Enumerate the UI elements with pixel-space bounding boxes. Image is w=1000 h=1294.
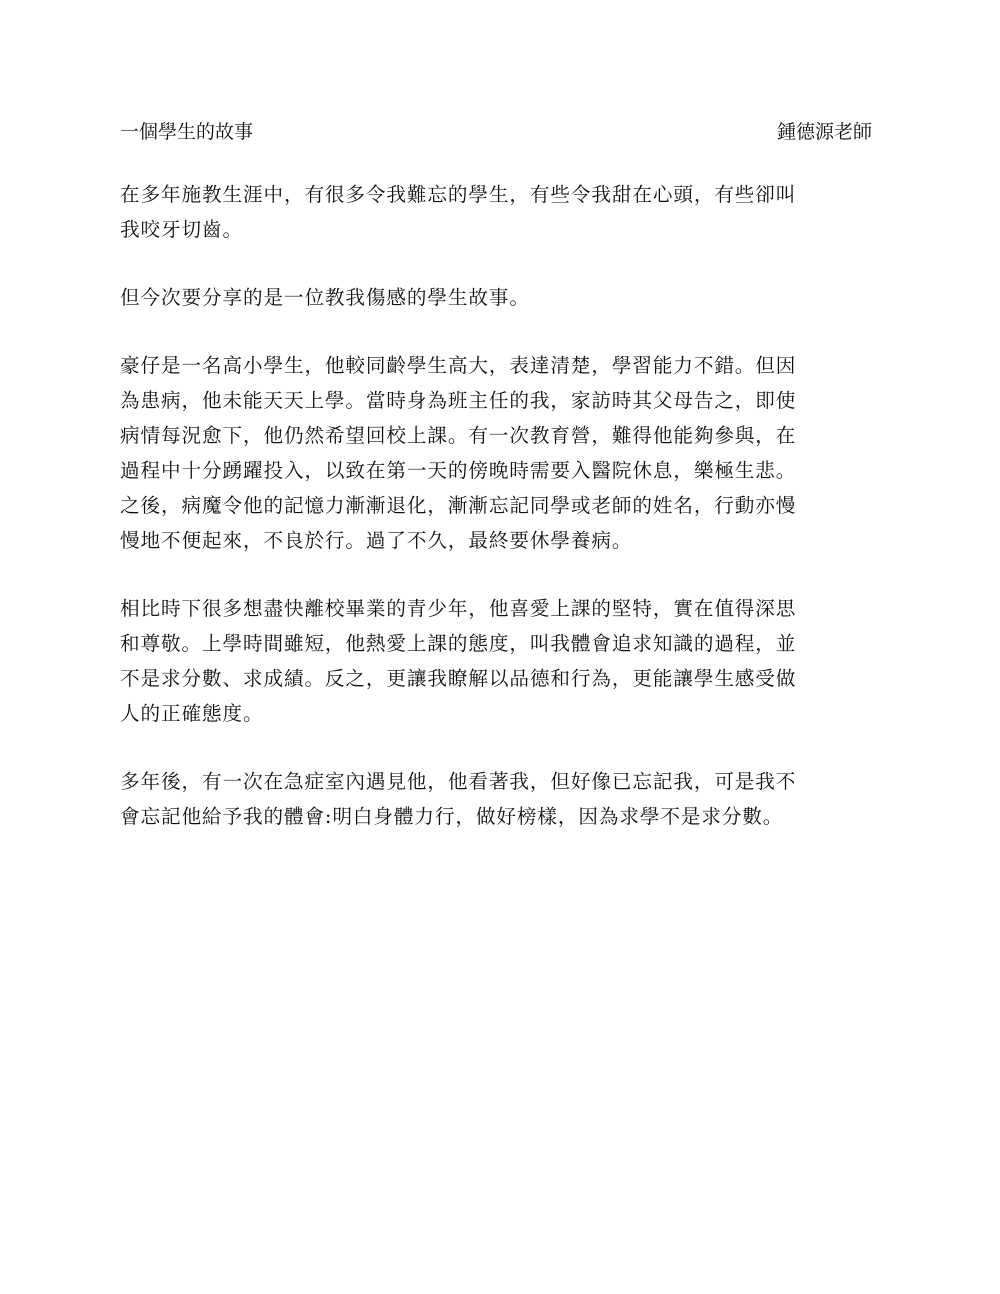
- paragraph-5: [120, 764, 875, 834]
- document-title: 一個學生的故事: [120, 121, 254, 143]
- paragraph-3: [120, 348, 875, 558]
- text-line: 我咬牙切齒。: [120, 218, 243, 241]
- paragraph-1: [120, 177, 875, 247]
- text-line: 慢地不便起來，不良於行。過了不久，最終要休學養病。: [120, 529, 633, 552]
- text-line: 和尊敬。上學時間雖短，他熱愛上課的態度，叫我體會追求知識的過程，並: [120, 632, 797, 655]
- text-line: 在多年施教生涯中，有很多令我難忘的學生，有些令我甜在心頭，有些卻叫: [120, 183, 797, 206]
- document-body: [120, 177, 875, 867]
- paragraph-2: [120, 280, 875, 315]
- text-line: 之後，病魔令他的記憶力漸漸退化，漸漸忘記同學或老師的姓名，行動亦慢: [120, 494, 797, 517]
- text-line: 但今次要分享的是一位教我傷感的學生故事。: [120, 286, 530, 309]
- text-line: 病情每況愈下，他仍然希望回校上課。有一次教育營，難得他能夠參與，在: [120, 424, 797, 447]
- text-line: 相比時下很多想盡快離校畢業的青少年，他喜愛上課的堅特，實在值得深思: [120, 597, 797, 620]
- text-line: 人的正確態度。: [120, 702, 264, 725]
- text-line: 為患病，他未能天天上學。當時身為班主任的我，家訪時其父母告之，即使: [120, 389, 797, 412]
- text-line: 過程中十分踴躍投入，以致在第一天的傍晚時需要入醫院休息，樂極生悲。: [120, 459, 797, 482]
- document-header: [120, 116, 872, 148]
- document-author: 鍾德源老師: [776, 121, 872, 143]
- text-line: 不是求分數、求成績。反之，更讓我瞭解以品德和行為，更能讓學生感受做: [120, 667, 797, 690]
- text-line: 豪仔是一名高小學生，他較同齡學生高大，表達清楚，學習能力不錯。但因: [120, 354, 797, 377]
- text-line: 多年後，有一次在急症室內遇見他，他看著我，但好像已忘記我，可是我不: [120, 770, 797, 793]
- paragraph-4: [120, 591, 875, 731]
- text-line: 會忘記他給予我的體會:明白身體力行，做好榜樣，因為求學不是求分數。: [120, 805, 784, 828]
